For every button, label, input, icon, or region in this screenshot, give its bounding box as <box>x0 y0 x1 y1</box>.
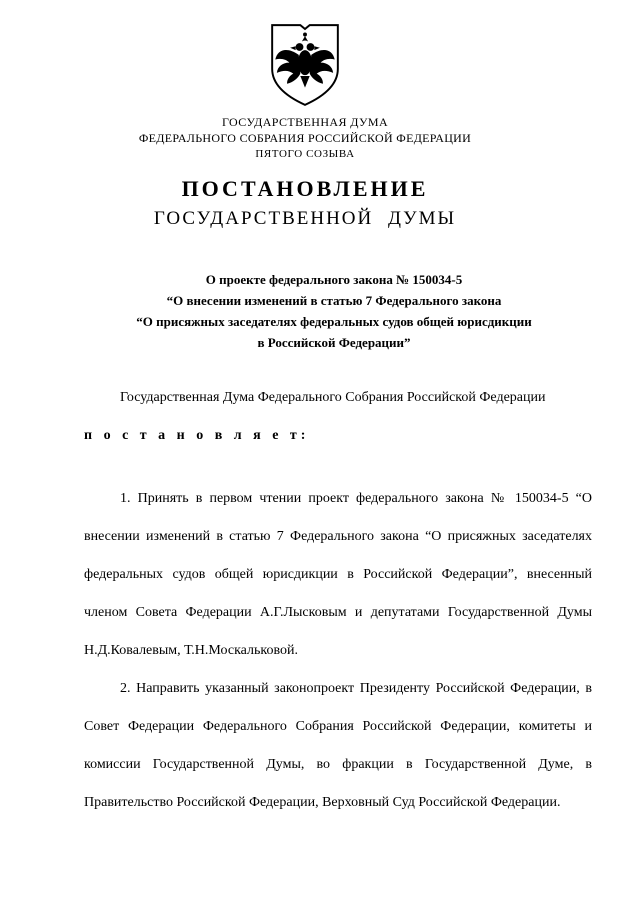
document-header <box>0 0 640 231</box>
doc-type-subtitle: ГОСУДАРСТВЕННОЙ ДУМЫ <box>153 208 457 229</box>
doc-type-title: ПОСТАНОВЛЕНИЕ <box>181 176 429 201</box>
title-line-1: О проекте федерального закона № 150034-5 <box>205 272 463 287</box>
org-name-line2: ФЕДЕРАЛЬНОГО СОБРАНИЯ РОССИЙСКОЙ ФЕДЕРАЦИИ <box>138 131 472 145</box>
document-body <box>0 379 640 822</box>
title-line-3: “О присяжных заседателях федеральных судов общей юрисдикции <box>136 314 532 329</box>
org-name-line1: ГОСУДАРСТВЕННАЯ ДУМА <box>221 115 389 129</box>
body-paragraph-1: 1. Принять в первом чтении проект федерального закона № 150034-5 “О внесении изменений в статью 7 Федерального закона “О присяжных заседателях федеральных судов общей юрисдикции в Российской Федерации”, внесенный членом Совета Федерации А.Г.Лысковым и депутатами Государственной Думы Н.Д.Ковалевым, Т.Н.Москальковой. <box>84 491 592 658</box>
body-paragraph-2: 2. Направить указанный законопроект Президенту Российской Федерации, в Совет Федерации Федерального Собрания Российской Федерации, комитеты и комиссии Государственной Думы, во фракции в Государственной Думе, в Правительство Российской Федерации, Верховный Суд Российской Федерации. <box>84 681 592 810</box>
org-name-line3: ПЯТОГО СОЗЫВА <box>255 148 355 160</box>
title-line-2: “О внесении изменений в статью 7 Федерального закона <box>166 293 502 308</box>
resolution-title <box>0 269 640 353</box>
intro-paragraph: Государственная Дума Федерального Собрания Российской Федерации <box>120 390 546 405</box>
title-line-4: в Российской Федерации” <box>257 335 411 350</box>
decree-word: п о с т а н о в л я е т: <box>84 428 310 443</box>
state-emblem-icon <box>264 22 346 108</box>
